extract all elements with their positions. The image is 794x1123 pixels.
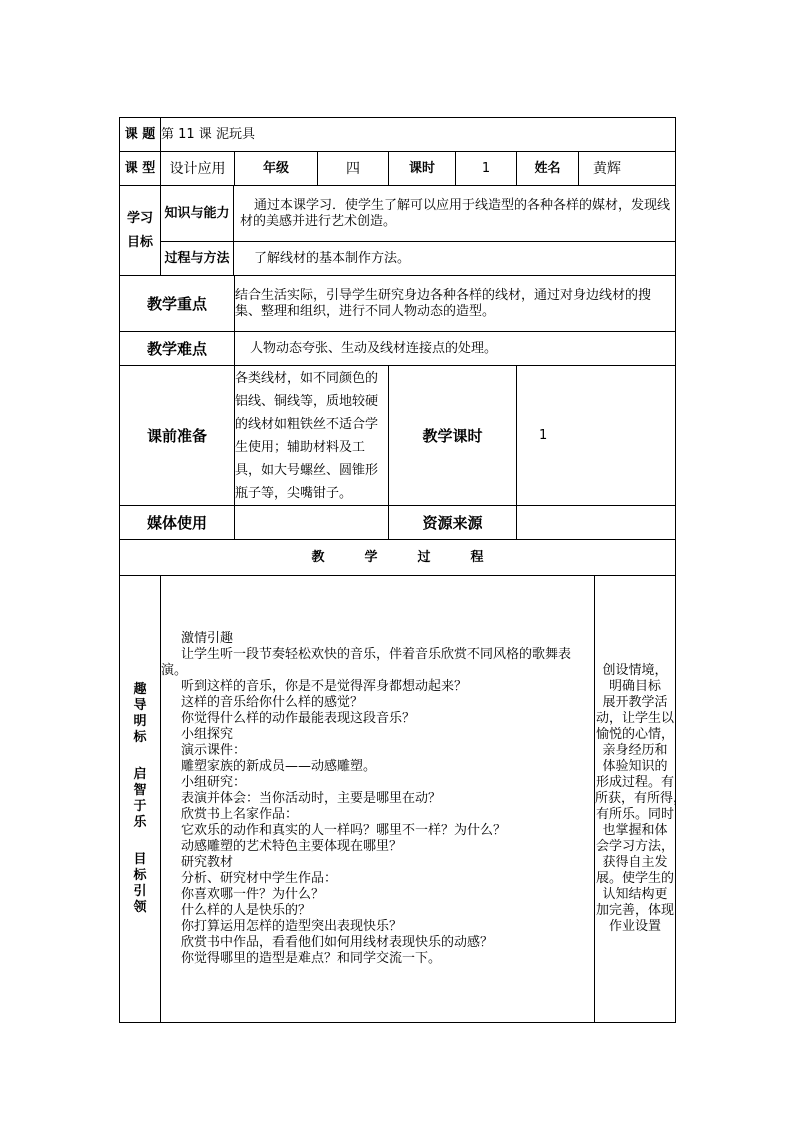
process-line: 听到这样的音乐，你是不是觉得浑身都想动起来？ <box>181 679 468 694</box>
stage-char: 目 <box>133 852 147 867</box>
process-method-text: 了解线材的基本制作方法。 <box>234 242 676 276</box>
note-line: 会学习方法， <box>596 839 675 854</box>
process-line: 雕塑家族的新成员——动感雕塑。 <box>181 759 377 774</box>
type-value: 设计应用 <box>161 152 235 186</box>
teaching-hours-value: 1 <box>517 366 676 506</box>
stage-char: 领 <box>133 900 147 915</box>
process-line: 它欢乐的动作和真实的人一样吗？哪里不一样？为什么？ <box>181 823 507 838</box>
process-line: 动感雕塑的艺术特色主要体现在哪里？ <box>181 839 403 854</box>
teaching-hours-label: 教学课时 <box>389 366 517 506</box>
note-line: 创设情境， <box>602 663 668 678</box>
stage-char: 标 <box>133 868 147 883</box>
process-line: 你觉得哪里的造型是难点？和同学交流一下。 <box>181 951 442 966</box>
process-line: 让学生听一段节奏轻松欢快的音乐，伴着音乐欣赏不同风格的歌舞表演。 <box>161 647 572 678</box>
objectives-label-line1: 学习 <box>126 210 153 226</box>
type-label: 课 型 <box>120 152 161 186</box>
note-line: 有所乐。同时 <box>596 807 675 822</box>
process-body-row <box>120 576 676 1023</box>
process-heading-char: 程 <box>470 549 484 565</box>
process-heading <box>120 540 676 576</box>
process-heading-row <box>120 540 676 576</box>
media-row <box>120 506 676 540</box>
grade-label: 年级 <box>235 152 318 186</box>
design-notes <box>595 576 687 1023</box>
process-line: 欣赏书中作品，看看他们如何用线材表现快乐的动感？ <box>181 935 494 950</box>
key-points-label: 教学重点 <box>120 276 235 332</box>
stage-char: 明 <box>133 714 147 729</box>
topic-value: 第 11 课 泥玩具 <box>161 118 676 152</box>
type-row <box>120 152 676 186</box>
difficulties-text: 人物动态夸张、生动及线材连接点的处理。 <box>235 332 676 366</box>
preparation-label: 课前准备 <box>120 366 235 506</box>
process-heading-char: 过 <box>417 549 431 565</box>
process-line: 小组研究： <box>181 775 247 790</box>
hours-value: 1 <box>456 152 517 186</box>
process-line: 你喜欢哪一件？为什么？ <box>181 887 325 902</box>
process-line: 研究教材 <box>181 855 234 870</box>
note-line: 所获，有所得， <box>595 791 687 806</box>
process-heading-char: 教 <box>311 549 325 565</box>
stage-char: 引 <box>133 884 147 899</box>
stage-column <box>120 576 161 1023</box>
objectives-label-line2: 目标 <box>126 234 153 250</box>
process-line: 这样的音乐给你什么样的感觉？ <box>181 695 364 710</box>
stage-char: 智 <box>133 783 147 798</box>
note-line: 展开教学活 <box>602 695 668 710</box>
media-value <box>235 506 389 540</box>
process-line: 你打算运用怎样的造型突出表现快乐？ <box>181 919 403 934</box>
note-line: 亲身经历和 <box>602 743 668 758</box>
note-line: 动，让学生以 <box>596 711 675 726</box>
process-content <box>161 576 595 1023</box>
process-heading-char: 学 <box>364 549 378 565</box>
note-line: 认知结构更 <box>602 887 668 902</box>
difficulties-row <box>120 332 676 366</box>
process-line: 什么样的人是快乐的？ <box>181 903 312 918</box>
stage-char: 乐 <box>133 815 147 830</box>
note-line: 展。使学生的 <box>596 871 675 886</box>
objectives-label <box>120 186 161 276</box>
stage-char: 趣 <box>133 682 147 697</box>
note-line: 明确目标 <box>609 679 662 694</box>
stage-char: 启 <box>133 767 147 782</box>
process-line: 分析、研究材中学生作品： <box>181 871 338 886</box>
knowledge-text: 通过本课学习．使学生了解可以应用于线造型的各种各样的媒材，发现线材的美感并进行艺术创造。 <box>234 186 676 242</box>
stage-char: 导 <box>133 698 147 713</box>
media-label: 媒体使用 <box>120 506 235 540</box>
lesson-plan-table <box>119 117 687 1023</box>
key-points-row <box>120 276 676 332</box>
name-value: 黄辉 <box>579 152 676 186</box>
topic-row <box>120 118 676 152</box>
note-line: 加完善，体现 <box>596 903 675 918</box>
process-line: 演示课件： <box>181 743 247 758</box>
process-line: 表演并体会：当你活动时，主要是哪里在动？ <box>181 791 442 806</box>
process-line: 小组探究 <box>181 727 234 742</box>
knowledge-label: 知识与能力 <box>161 186 234 242</box>
process-method-row <box>120 242 676 276</box>
process-method-label: 过程与方法 <box>161 242 234 276</box>
stage-char: 标 <box>133 730 147 745</box>
note-line: 作业设置 <box>609 919 662 934</box>
key-points-text: 结合生活实际，引导学生研究身边各种各样的线材，通过对身边线材的搜集、整理和组织，进行不同人物动态的造型。 <box>235 276 676 332</box>
process-line: 欣赏书上名家作品： <box>181 807 299 822</box>
source-label: 资源来源 <box>389 506 517 540</box>
note-line: 也掌握和体 <box>602 823 668 838</box>
name-label: 姓名 <box>517 152 579 186</box>
note-line: 获得自主发 <box>602 855 668 870</box>
process-line: 激情引趣 <box>181 631 234 646</box>
stage-char: 于 <box>133 799 147 814</box>
note-line: 体验知识的 <box>602 759 668 774</box>
grade-value: 四 <box>318 152 389 186</box>
note-line: 愉悦的心情， <box>596 727 675 742</box>
hours-label: 课时 <box>389 152 456 186</box>
knowledge-row <box>120 186 676 242</box>
note-line: 形成过程。有 <box>596 775 675 790</box>
topic-label: 课 题 <box>120 118 161 152</box>
preparation-text: 各类线材，如不同颜色的铝线、铜线等，质地较硬的线材如粗铁丝不适合学生使用；辅助材料及工具，如大号螺丝、圆锥形瓶子等，尖嘴钳子。 <box>235 366 389 506</box>
process-line: 你觉得什么样的动作最能表现这段音乐？ <box>181 711 416 726</box>
preparation-row <box>120 366 676 506</box>
source-value <box>517 506 676 540</box>
difficulties-label: 教学难点 <box>120 332 235 366</box>
